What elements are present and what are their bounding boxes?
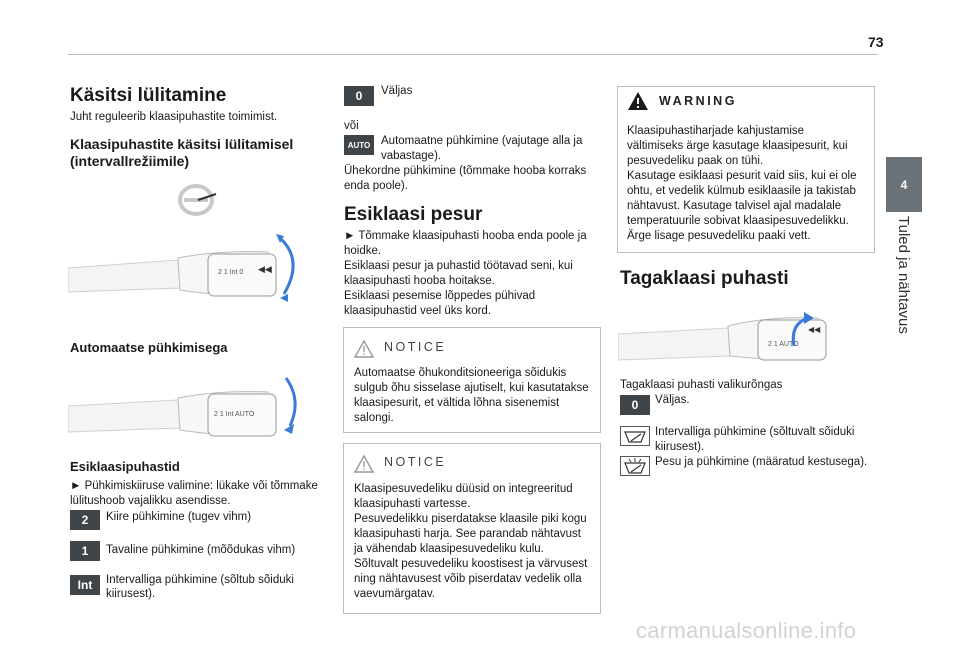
washer-line: hoidke. — [344, 245, 382, 257]
subheading-washers: Esiklaasipuhastid — [70, 459, 180, 474]
svg-text:2 1 AUTO: 2 1 AUTO — [768, 341, 799, 348]
washer-line: Esiklaasi pesemise lõppedes pühivad — [344, 290, 536, 302]
svg-text:◀◀: ◀◀ — [258, 264, 272, 274]
auto-description: Automaatne pühkimine (vajutage alla ja — [381, 135, 583, 147]
notice-line: ning nähtavusest võib piserdatav vedelik olla — [354, 573, 582, 585]
notice-line: Sõltuvalt pesuvedeliku koostisest ja värvusest — [354, 558, 588, 570]
notice-line: Automaatse õhukonditsioneeriga sõidukis — [354, 367, 567, 379]
notice-line: vaevumärgatav. — [354, 588, 435, 600]
speed-description: kiirusest). — [106, 588, 156, 600]
rear-interval-description: Intervalliga pühkimine (sõltuvalt sõiduki — [655, 426, 855, 438]
speed-description: Tavaline pühkimine (mõõdukas vihm) — [106, 544, 296, 556]
instruction-line: lülitushoob vajalikku asendisse. — [70, 495, 231, 507]
notice-warning-icon — [354, 340, 374, 358]
washer-line: Esiklaasi pesur ja puhastid töötavad seni, kui — [344, 260, 573, 272]
wiper-stalk-illustration-auto — [68, 372, 308, 442]
watermark: carmanualsonline.info — [636, 618, 857, 643]
auto-description: vabastage). — [381, 150, 442, 162]
interval-icon — [620, 426, 650, 446]
notice-line: klaasipesurit, et vältida lõhna sisenemist — [354, 397, 560, 409]
or-text: või — [344, 120, 359, 132]
key-auto: AUTO — [344, 135, 374, 155]
rear-wash-description: Pesu ja pühkimine (määratud kestusega). — [655, 456, 868, 468]
notice-line: klaasipuhasti vartesse. — [354, 498, 471, 510]
rear-interval-description: kiirusest). — [655, 441, 705, 453]
steering-wheel-icon — [176, 182, 220, 218]
single-wipe-text: enda poole). — [344, 180, 408, 192]
single-wipe-text: Ühekordne pühkimine (tõmmake hooba korraks — [344, 165, 587, 177]
notice-line: ja vähendab klaasipesuvedeliku kulu. — [354, 543, 544, 555]
speed-key-1: 1 — [70, 541, 100, 561]
warning-line: Ärge lisage pesuvedeliku paaki vett. — [627, 230, 811, 242]
warning-line: pesuvedeliku paak on tühi. — [627, 155, 764, 167]
warning-line: ohtu, et vedelik külmub esiklaasile ja takistab — [627, 185, 856, 197]
chapter-tab[interactable]: 4 — [886, 157, 922, 212]
rear-key-off: 0 — [620, 395, 650, 415]
page-number: 73 — [868, 34, 884, 50]
notice-line: klaasipuhasti harja. See parandab nähtavust — [354, 528, 581, 540]
warning-line: Kasutage esiklaasi pesurit vaid siis, kui ei ole — [627, 170, 857, 182]
warning-line: temperatuurile sobivat klaasipesuvedelikku. — [627, 215, 849, 227]
wash-icon — [620, 456, 650, 476]
notice-title: NOTICE — [384, 340, 447, 354]
notice-warning-icon — [354, 455, 374, 473]
off-description: Väljas — [381, 85, 413, 97]
svg-text:◀◀: ◀◀ — [808, 325, 821, 334]
intro-text: Juht reguleerib klaasipuhastite toimimist. — [70, 111, 278, 123]
subheading-auto: Automaatse pühkimisega — [70, 340, 228, 355]
warning-line: vältimiseks ärge kasutage klaasipesurit, kui — [627, 140, 848, 152]
subheading-interval: (intervallrežiimile) — [70, 153, 190, 169]
subheading-manual: Klaasipuhastite käsitsi lülitamisel — [70, 136, 294, 152]
speed-key-int: Int — [70, 575, 100, 595]
washer-line: klaasipuhasti hooba hoitakse. — [344, 275, 495, 287]
washer-line: klaasipuhastid veel üks kord. — [344, 305, 492, 317]
notice-line: Klaasipesuvedeliku düüsid on integreeritud — [354, 483, 573, 495]
instruction-line: ► Pühkimiskiiruse valimine: lükake või tõmmake — [70, 480, 318, 492]
warning-line: Klaasipuhastiharjade kahjustamise — [627, 125, 805, 137]
washer-title: Esiklaasi pesur — [344, 204, 483, 225]
warning-line: nähtavust. Kasutage talvisel ajal madalale — [627, 200, 842, 212]
header-divider — [68, 54, 878, 55]
notice-line: Pesuvedelikku piserdatakse klaasile piki kogu — [354, 513, 587, 525]
notice-title: NOTICE — [384, 455, 447, 469]
notice-line: salongi. — [354, 412, 394, 424]
rear-wiper-stalk-illustration — [618, 302, 848, 364]
svg-text:2 1 Int 0: 2 1 Int 0 — [218, 269, 244, 276]
rear-intro: Tagaklaasi puhasti valikurõngas — [620, 379, 783, 391]
speed-description: Kiire pühkimine (tugev vihm) — [106, 511, 252, 523]
key-off: 0 — [344, 86, 374, 106]
speed-key-2: 2 — [70, 510, 100, 530]
rear-off-description: Väljas. — [655, 394, 690, 406]
notice-line: sulgub õhu sisselase ajutiselt, kui kasutatakse — [354, 382, 589, 394]
warning-icon — [627, 91, 649, 111]
section-title: Käsitsi lülitamine — [70, 85, 227, 106]
chapter-title: Tuled ja nähtavus — [895, 216, 912, 334]
warning-title: WARNING — [659, 94, 737, 108]
washer-line: ► Tõmmake klaasipuhasti hooba enda poole ja — [344, 230, 587, 242]
rear-wiper-title: Tagaklaasi puhasti — [620, 268, 789, 289]
wiper-stalk-illustration-manual — [68, 230, 308, 302]
speed-description: Intervalliga pühkimine (sõltub sõiduki — [106, 574, 294, 586]
svg-text:2 1 Int AUTO: 2 1 Int AUTO — [214, 411, 255, 418]
